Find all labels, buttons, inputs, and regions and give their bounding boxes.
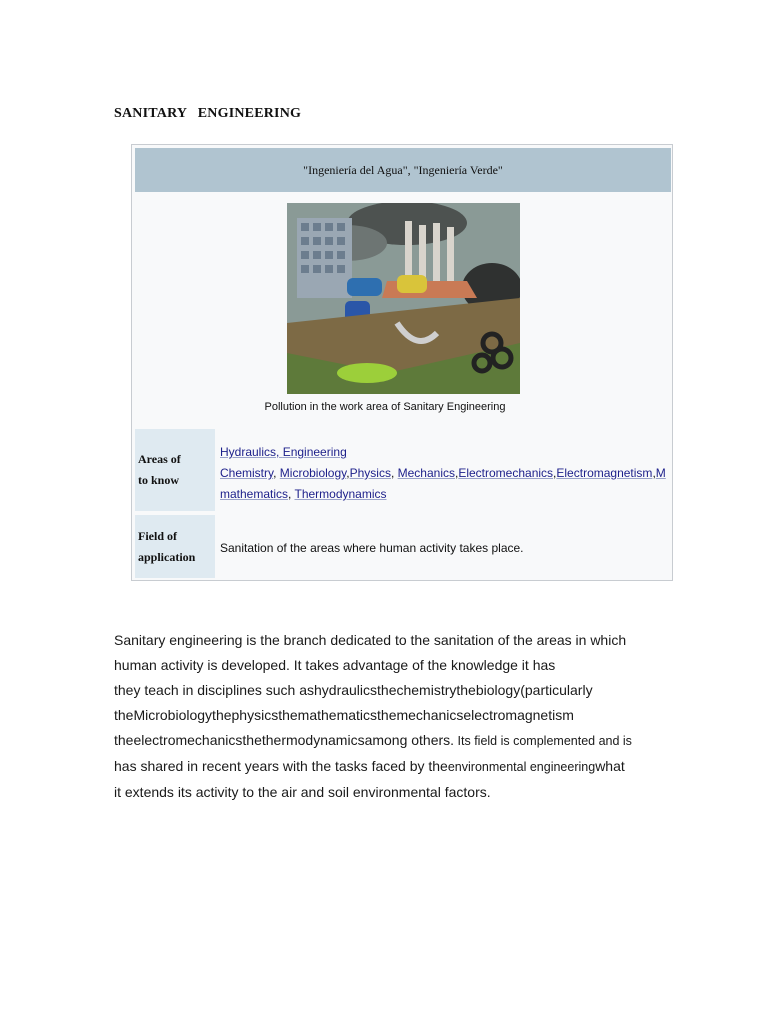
para-line: it extends its activity to the air and soil environmental factors. <box>114 784 491 800</box>
field-value: Sanitation of the areas where human activity takes place. <box>220 541 524 555</box>
field-label-line1: Field of <box>138 529 177 543</box>
body-paragraph <box>114 628 674 805</box>
para-segment: has shared in recent years with the tasks faced by the <box>114 758 448 774</box>
para-line <box>114 754 674 780</box>
areas-label <box>135 429 215 511</box>
areas-label-line1: Areas of <box>138 452 181 466</box>
page-title: SANITARY ENGINEERING <box>114 106 302 121</box>
areas-links-line1: Hydraulics, Engineering <box>220 445 347 459</box>
image-caption: Pollution in the work area of Sanitary Engineering <box>264 401 506 413</box>
link-physics[interactable]: Physics <box>349 466 391 480</box>
infobox <box>131 144 673 581</box>
infobox-header: "Ingeniería del Agua", "Ingeniería Verde" <box>135 148 671 192</box>
para-segment: environmental engineering <box>447 760 596 774</box>
areas-links-line3: mathematics, Thermodynamics <box>220 487 387 501</box>
para-line <box>114 728 674 754</box>
para-line: they teach in disciplines such ashydraulicsthechemistrythebiology(particularly <box>114 682 593 698</box>
link-microbiology[interactable]: Microbiology <box>279 466 347 480</box>
link-mathematics[interactable]: mathematics <box>220 487 289 501</box>
link-electromagnetism[interactable]: Electromagnetism <box>556 466 653 480</box>
areas-label-line2: to know <box>138 473 180 487</box>
link-thermodynamics[interactable]: Thermodynamics <box>294 487 387 501</box>
link-mechanics[interactable]: Mechanics <box>397 466 455 480</box>
para-line: theMicrobiologythephysicsthemathematicsthemechanicselectromagnetism <box>114 707 574 723</box>
field-label <box>135 515 215 578</box>
link-engineering[interactable]: Engineering <box>282 445 347 459</box>
link-m[interactable]: M <box>655 466 666 480</box>
link-hydraulics[interactable]: Hydraulics <box>220 445 277 459</box>
para-segment: Its field is complemented and is <box>454 734 632 748</box>
para-segment: theelectromechanicsthethermodynamicsamong others. <box>114 732 455 748</box>
pollution-illustration <box>287 203 520 394</box>
areas-links <box>220 442 666 505</box>
para-segment: what <box>595 758 625 774</box>
field-label-line2: application <box>138 550 196 564</box>
link-electromechanics[interactable]: Electromechanics <box>458 466 554 480</box>
para-line: human activity is developed. It takes advantage of the knowledge it has <box>114 657 556 673</box>
areas-links-line2: Chemistry, Microbiology,Physics, Mechanics,Electromechanics,Electromagnetism,M <box>220 466 666 480</box>
para-line: Sanitary engineering is the branch dedicated to the sanitation of the areas in which <box>114 632 627 648</box>
link-chemistry[interactable]: Chemistry <box>220 466 274 480</box>
